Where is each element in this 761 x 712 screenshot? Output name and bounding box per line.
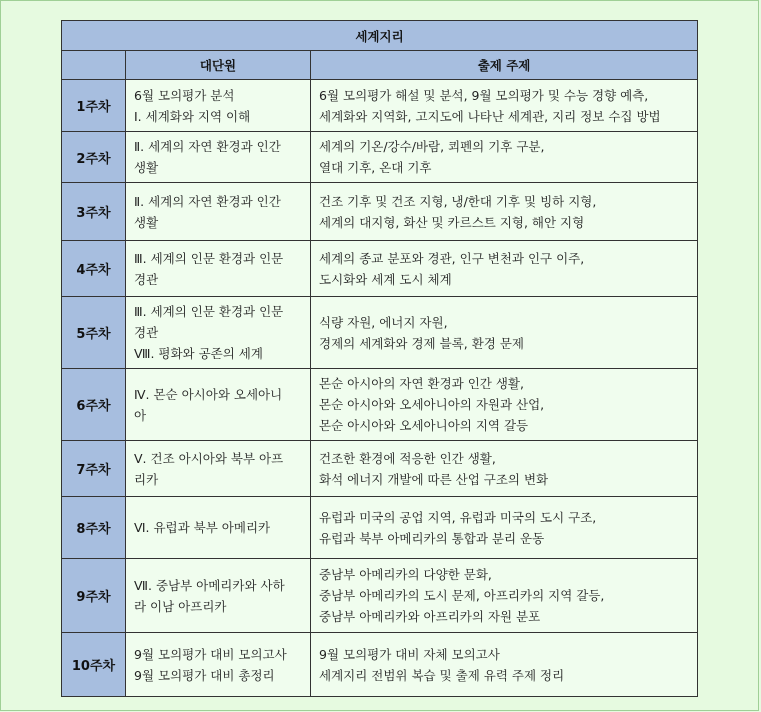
unit-cell: Ⅵ. 유럽과 북부 아메리카 [126,497,311,559]
unit-cell: 6월 모의평가 분석 Ⅰ. 세계화와 지역 이해 [126,80,311,132]
table-row [62,132,698,183]
unit-cell: Ⅱ. 세계의 자연 환경과 인간 생활 [126,132,311,183]
table-row [62,559,698,633]
unit-cell: Ⅲ. 세계의 인문 환경과 인문 경관 [126,241,311,297]
schedule-table [61,20,698,697]
topic-cell: 9월 모의평가 대비 자체 모의고사 세계지리 전범위 복습 및 출제 유력 주제 정리 [311,633,698,697]
week-label: 9주차 [62,559,126,633]
week-label: 10주차 [62,633,126,697]
unit-cell: Ⅶ. 중남부 아메리카와 사하 라 이남 아프리카 [126,559,311,633]
unit-cell: Ⅲ. 세계의 인문 환경과 인문 경관 Ⅷ. 평화와 공존의 세계 [126,297,311,369]
topic-cell: 건조 기후 및 건조 지형, 냉/한대 기후 및 빙하 지형, 세계의 대지형, 화산 및 카르스트 지형, 해안 지형 [311,183,698,241]
unit-cell: Ⅴ. 건조 아시아와 북부 아프 리카 [126,441,311,497]
topic-cell: 세계의 기온/강수/바람, 쾨펜의 기후 구분, 열대 기후, 온대 기후 [311,132,698,183]
week-label: 2주차 [62,132,126,183]
topic-cell: 유럽과 미국의 공업 지역, 유럽과 미국의 도시 구조, 유럽과 북부 아메리카의 통합과 분리 운동 [311,497,698,559]
table-row [62,497,698,559]
table-row [62,241,698,297]
header-week-blank [62,51,126,80]
topic-cell: 6월 모의평가 해설 및 분석, 9월 모의평가 및 수능 경향 예측, 세계화와 지역화, 고지도에 나타난 세계관, 지리 정보 수집 방법 [311,80,698,132]
week-label: 8주차 [62,497,126,559]
topic-cell: 건조한 환경에 적응한 인간 생활, 화석 에너지 개발에 따른 산업 구조의 변화 [311,441,698,497]
topic-cell: 세계의 종교 분포와 경관, 인구 변천과 인구 이주, 도시화와 세계 도시 체계 [311,241,698,297]
week-label: 4주차 [62,241,126,297]
table-row [62,633,698,697]
table-row [62,297,698,369]
week-label: 7주차 [62,441,126,497]
table-row [62,183,698,241]
topic-cell: 식량 자원, 에너지 자원, 경제의 세계화와 경제 블록, 환경 문제 [311,297,698,369]
week-label: 6주차 [62,369,126,441]
topic-cell: 중남부 아메리카의 다양한 문화, 중남부 아메리카의 도시 문제, 아프리카의 지역 갈등, 중남부 아메리카와 아프리카의 자원 분포 [311,559,698,633]
week-label: 1주차 [62,80,126,132]
unit-cell: Ⅳ. 몬순 아시아와 오세아니 아 [126,369,311,441]
week-label: 3주차 [62,183,126,241]
table-row [62,80,698,132]
table-row [62,369,698,441]
unit-cell: Ⅱ. 세계의 자연 환경과 인간 생활 [126,183,311,241]
table-title: 세계지리 [62,21,698,51]
header-unit: 대단원 [126,51,311,80]
week-label: 5주차 [62,297,126,369]
unit-cell: 9월 모의평가 대비 모의고사 9월 모의평가 대비 총정리 [126,633,311,697]
topic-cell: 몬순 아시아의 자연 환경과 인간 생활, 몬순 아시아와 오세아니아의 자원과 산업, 몬순 아시아와 오세아니아의 지역 갈등 [311,369,698,441]
table-row [62,441,698,497]
header-topic: 출제 주제 [311,51,698,80]
